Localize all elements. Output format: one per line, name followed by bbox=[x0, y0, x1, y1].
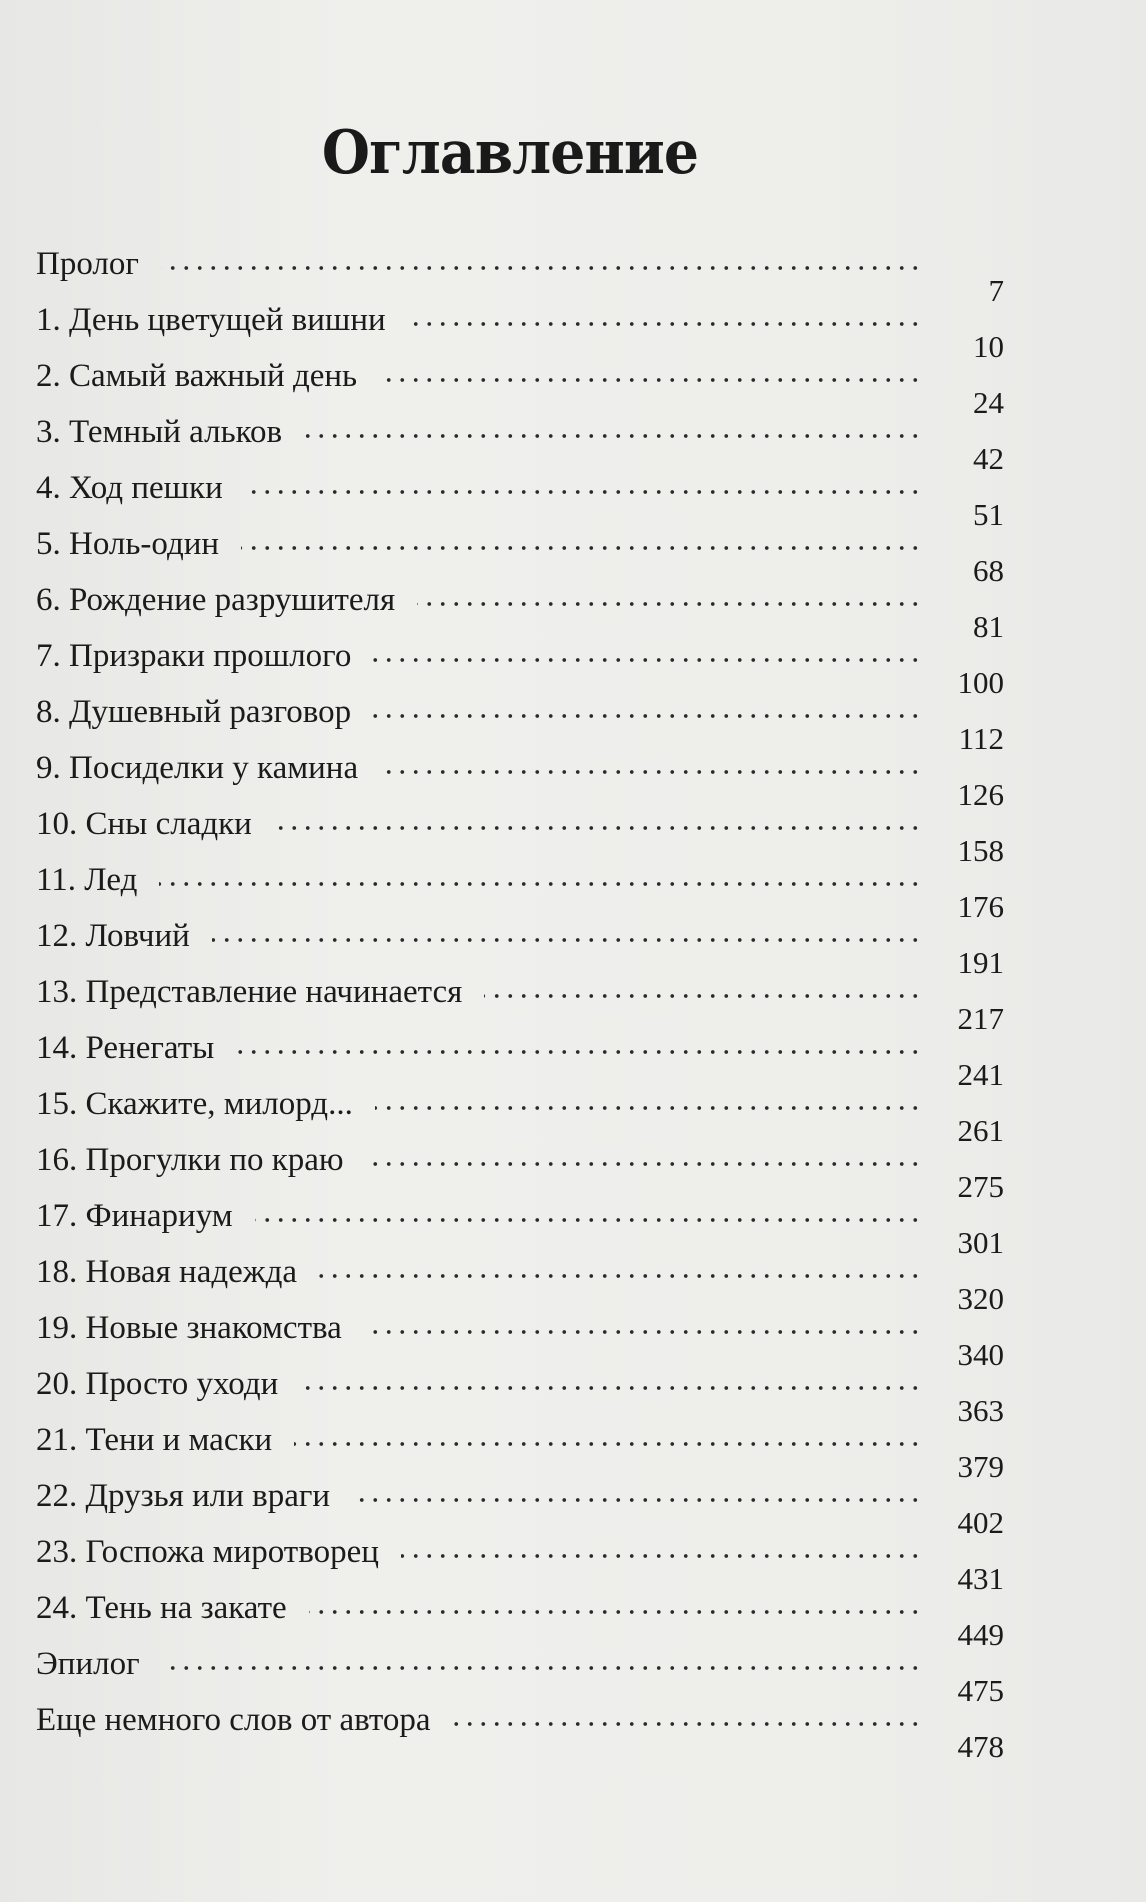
toc-entry-page-number: 402 bbox=[957, 1505, 1004, 1540]
dot-leader bbox=[401, 1552, 922, 1560]
page-title: Оглавление bbox=[321, 118, 699, 188]
dot-leader bbox=[373, 656, 922, 664]
toc-entry bbox=[36, 748, 1004, 812]
dot-leader bbox=[364, 1328, 922, 1336]
toc-entry-page-number: 217 bbox=[957, 1001, 1004, 1036]
toc-entry bbox=[36, 300, 1004, 364]
toc-entry-page-number: 81 bbox=[973, 609, 1004, 644]
dot-leader bbox=[255, 1216, 922, 1224]
toc-entry-title: Эпилог bbox=[36, 1646, 140, 1682]
toc-entry-page-number: 42 bbox=[973, 441, 1004, 476]
dot-leader bbox=[236, 1048, 922, 1056]
toc-entry-page-number: 379 bbox=[957, 1449, 1004, 1484]
toc-entry-title: 14. Ренегаты bbox=[36, 1030, 215, 1066]
dot-leader bbox=[379, 376, 922, 384]
toc-entry-title: 1. День цветущей вишни bbox=[36, 302, 386, 338]
toc-entry-title: 6. Рождение разрушителя bbox=[36, 582, 396, 618]
toc-entry-title: 18. Новая надежда bbox=[36, 1254, 298, 1290]
toc-entry bbox=[36, 804, 1004, 868]
toc-entry-title: 17. Финариум bbox=[36, 1198, 233, 1234]
toc-entry-page-number: 191 bbox=[957, 945, 1004, 980]
toc-entry bbox=[36, 1476, 1004, 1540]
dot-leader bbox=[300, 1384, 922, 1392]
toc-entry-page-number: 10 bbox=[973, 329, 1004, 364]
toc-entry-page-number: 176 bbox=[957, 889, 1004, 924]
toc-entry-page-number: 478 bbox=[957, 1729, 1004, 1764]
toc-entry-title: 12. Ловчий bbox=[36, 918, 190, 954]
toc-entry-title: 5. Ноль-один bbox=[36, 526, 220, 562]
toc-entry bbox=[36, 1644, 1004, 1708]
toc-entry bbox=[36, 412, 1004, 476]
toc-entry bbox=[36, 860, 1004, 924]
toc-entry-title: 11. Лед bbox=[36, 862, 138, 898]
dot-leader bbox=[319, 1272, 922, 1280]
toc-entry bbox=[36, 1588, 1004, 1652]
dot-leader bbox=[375, 1104, 922, 1112]
toc-entry-title: 4. Ход пешки bbox=[36, 470, 223, 506]
toc-entry-page-number: 275 bbox=[957, 1169, 1004, 1204]
dot-leader bbox=[417, 600, 922, 608]
toc-entry bbox=[36, 1420, 1004, 1484]
toc-entry-title: 13. Представление начинается bbox=[36, 974, 463, 1010]
toc-entry bbox=[36, 1028, 1004, 1092]
dot-leader bbox=[212, 936, 922, 944]
toc-entry-title: 16. Прогулки по краю bbox=[36, 1142, 344, 1178]
toc-entry-page-number: 51 bbox=[973, 497, 1004, 532]
toc-entry bbox=[36, 1308, 1004, 1372]
toc-entry-page-number: 7 bbox=[988, 273, 1004, 308]
toc-entry bbox=[36, 1196, 1004, 1260]
toc-entry-title: 20. Просто уходи bbox=[36, 1366, 279, 1402]
toc-entry-page-number: 301 bbox=[957, 1225, 1004, 1260]
toc-entry-title: Пролог bbox=[36, 246, 139, 282]
toc-entry bbox=[36, 356, 1004, 420]
toc-entry-title: 8. Душевный разговор bbox=[36, 694, 352, 730]
dot-leader bbox=[294, 1440, 922, 1448]
dot-leader bbox=[159, 880, 922, 888]
toc-entry-page-number: 449 bbox=[957, 1617, 1004, 1652]
dot-leader bbox=[245, 488, 922, 496]
dot-leader bbox=[274, 824, 922, 832]
toc-entry bbox=[36, 468, 1004, 532]
toc-entry-page-number: 261 bbox=[957, 1113, 1004, 1148]
toc-entry-page-number: 100 bbox=[957, 665, 1004, 700]
dot-leader bbox=[309, 1608, 922, 1616]
toc-entry-page-number: 363 bbox=[957, 1393, 1004, 1428]
toc-entry-title: 22. Друзья или враги bbox=[36, 1478, 331, 1514]
toc-entry-page-number: 68 bbox=[973, 553, 1004, 588]
dot-leader bbox=[366, 1160, 922, 1168]
toc-entry-page-number: 126 bbox=[957, 777, 1004, 812]
toc-entry bbox=[36, 580, 1004, 644]
toc-entry bbox=[36, 1700, 1004, 1764]
table-of-contents bbox=[36, 244, 1004, 1764]
toc-entry-page-number: 158 bbox=[957, 833, 1004, 868]
dot-leader bbox=[408, 320, 922, 328]
toc-entry-title: 21. Тени и маски bbox=[36, 1422, 273, 1458]
toc-entry-title: 10. Сны сладки bbox=[36, 806, 252, 842]
toc-entry-title: 2. Самый важный день bbox=[36, 358, 358, 394]
toc-entry-title: Еще немного слов от автора bbox=[36, 1702, 431, 1738]
dot-leader bbox=[380, 768, 922, 776]
dot-leader bbox=[304, 432, 922, 440]
dot-leader bbox=[161, 264, 922, 272]
toc-entry-page-number: 475 bbox=[957, 1673, 1004, 1708]
toc-entry bbox=[36, 1364, 1004, 1428]
toc-entry bbox=[36, 636, 1004, 700]
dot-leader bbox=[352, 1496, 922, 1504]
toc-entry-page-number: 112 bbox=[958, 721, 1004, 756]
toc-entry-page-number: 24 bbox=[973, 385, 1004, 420]
dot-leader bbox=[241, 544, 922, 552]
toc-entry bbox=[36, 916, 1004, 980]
toc-entry bbox=[36, 1252, 1004, 1316]
toc-entry-page-number: 320 bbox=[957, 1281, 1004, 1316]
toc-entry bbox=[36, 244, 1004, 308]
dot-leader bbox=[162, 1664, 922, 1672]
toc-entry-title: 23. Госпожа миротворец bbox=[36, 1534, 379, 1570]
toc-entry bbox=[36, 1140, 1004, 1204]
toc-entry-title: 19. Новые знакомства bbox=[36, 1310, 342, 1346]
dot-leader bbox=[453, 1720, 922, 1728]
toc-entry bbox=[36, 1084, 1004, 1148]
toc-entry bbox=[36, 972, 1004, 1036]
toc-entry-page-number: 241 bbox=[957, 1057, 1004, 1092]
toc-entry-title: 24. Тень на закате bbox=[36, 1590, 287, 1626]
toc-entry-page-number: 431 bbox=[957, 1561, 1004, 1596]
toc-entry-title: 15. Скажите, милорд... bbox=[36, 1086, 353, 1122]
dot-leader bbox=[484, 992, 922, 1000]
toc-entry bbox=[36, 1532, 1004, 1596]
dot-leader bbox=[373, 712, 922, 720]
toc-entry-title: 7. Призраки прошлого bbox=[36, 638, 352, 674]
toc-entry bbox=[36, 692, 1004, 756]
toc-entry-page-number: 340 bbox=[957, 1337, 1004, 1372]
toc-entry-title: 9. Посиделки у камина bbox=[36, 750, 359, 786]
toc-entry bbox=[36, 524, 1004, 588]
toc-entry-title: 3. Темный альков bbox=[36, 414, 283, 450]
